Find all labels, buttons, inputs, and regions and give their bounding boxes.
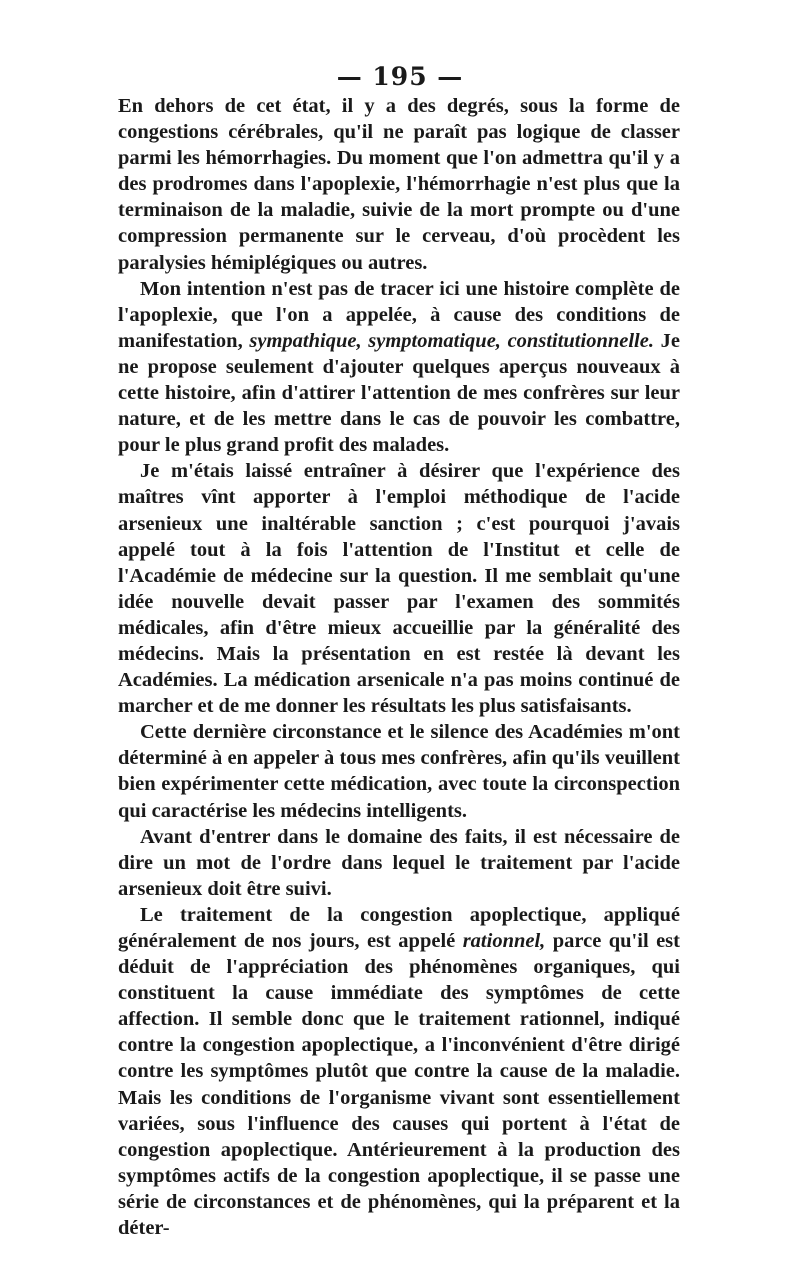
paragraph-6-text: Le traitement de la congestion apoplectique, appliqué généralement de nos jours, est appelé — [118, 903, 680, 952]
paragraph-6 — [118, 902, 680, 1241]
paragraph-1: En dehors de cet état, il y a des degrés, sous la forme de congestions cérébrales, qu'il ne paraît pas logique de classer parmi les hémorrhagies. Du moment que l'on admettra qu'il y a des prodromes dans l'apoplexie, l'hémorrhagie n'est plus que la terminaison de la maladie, suivie de la mort prompte ou d'une compression permanente sur le cerveau, d'où procèdent les paralysies hémiplégiques ou autres. — [118, 95, 680, 274]
paragraph-5: Avant d'entrer dans le domaine des faits, il est nécessaire de dire un mot de l'ordre dans lequel le traitement par l'acide arsenieux doit être suivi. — [118, 825, 680, 900]
paragraph-2 — [118, 276, 680, 459]
body-text — [118, 93, 680, 1241]
paragraph-6-italic: rationnel, — [462, 930, 546, 952]
paragraph-6-text-end: parce qu'il est déduit de l'appréciation des phénomènes organiques, qui constituent la cause immédiate des symptômes de cette affection. Il semble donc que le traitement rationnel, indiqué contre la congestion apoplectique, a l'inconvénient d'être dirigé contre les symptômes plutôt que contre la cause de la maladie. Mais les conditions de l'organisme vivant sont essentiellement variées, sous l'influence des causes qui portent à l'état de congestion apoplectique. Antérieurement à la production des symptômes actifs de la congestion apoplectique, il se passe une série de circonstances et de phénomènes, qui la préparent et la déter- — [118, 930, 680, 1240]
paragraph-2-italic: sympathique, symptomatique, constitutionnelle. — [249, 329, 654, 352]
paragraph-3: Je m'étais laissé entraîner à désirer que l'expérience des maîtres vînt apporter à l'emploi méthodique de l'acide arsenieux une inaltérable sanction ; c'est pourquoi j'avais appelé tout à la fois l'attention de l'Institut et celle de l'Académie de médecine sur la question. Il me semblait qu'une idée nouvelle devait passer par l'examen des sommités médicales, afin d'être mieux accueillie par la généralité des médecins. Mais la présentation en est restée là devant les Académies. La médication arsenicale n'a pas moins continué de marcher et de me donner les résultats les plus satisfaisants. — [118, 460, 680, 718]
paragraph-2-text: Mon intention n'est pas de tracer ici une histoire complète de l'apoplexie, que l'on a appelée, à cause des conditions de manifestation, — [118, 277, 680, 352]
paragraph-4: Cette dernière circonstance et le silence des Académies m'ont déterminé à en appeler à tous mes confrères, afin qu'ils veuillent bien expérimenter cette médication, avec toute la circonspection qui caractérise les médecins intelligents. — [118, 721, 680, 822]
paragraph-2-text-end: Je ne propose seulement d'ajouter quelques aperçus nouveaux à cette histoire, afin d'attirer l'attention de mes confrères sur leur nature, et de les mettre dans le cas de pouvoir les combattre, pour le plus grand profit des malades. — [118, 329, 680, 457]
page-number: — 195 — — [336, 62, 464, 91]
